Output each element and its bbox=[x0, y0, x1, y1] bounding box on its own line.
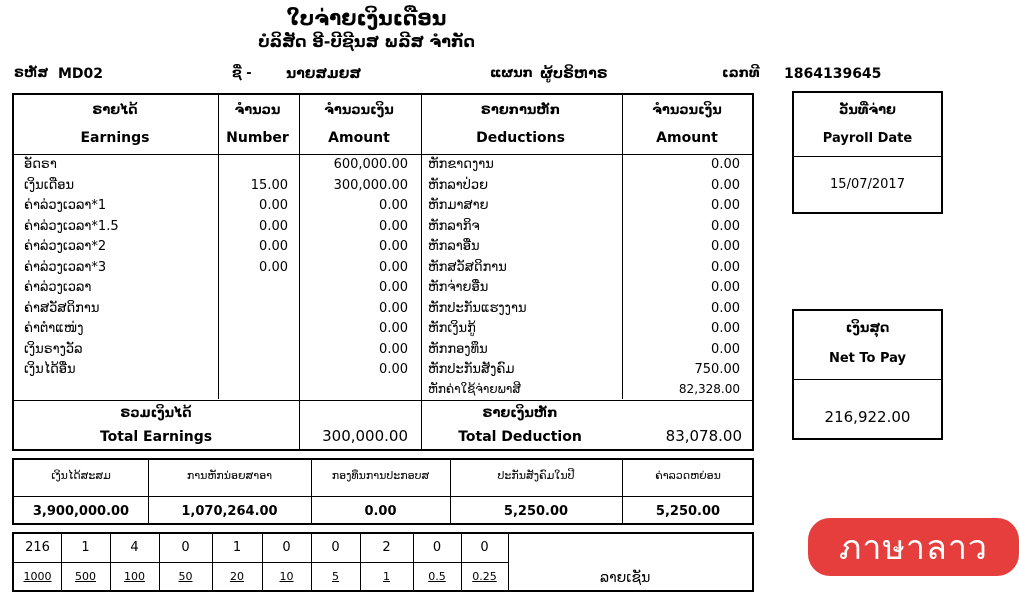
deduction-label: ຫັກສວັສດິການ bbox=[428, 259, 507, 275]
deduction-amount: 0.00 bbox=[711, 259, 740, 275]
denom-count: 4 bbox=[130, 540, 139, 555]
denom-count: 216 bbox=[25, 540, 50, 555]
deductions-row bbox=[428, 217, 744, 238]
earnings-amount: 0.00 bbox=[379, 300, 408, 316]
earnings-label: ຄ່າລ່ວງເວລາ*2 bbox=[24, 239, 107, 254]
earnings-row bbox=[24, 217, 412, 238]
amount-header-lao: ຈໍານວນເງິນ bbox=[324, 103, 394, 118]
earnings-label: ຄ່າຕໍາແໜ່ງ bbox=[24, 321, 84, 336]
earnings-label: ອັດຣາ bbox=[24, 157, 57, 172]
denom-value: 500 bbox=[75, 570, 96, 583]
accum-value: 0.00 bbox=[364, 504, 397, 519]
denom-value: 1000 bbox=[23, 570, 52, 583]
earnings-number: 0.00 bbox=[259, 259, 288, 275]
deduction-label: ຫັກເງິນກູ້ bbox=[428, 321, 476, 336]
deductions-row bbox=[428, 299, 744, 320]
total-earnings-en: Total Earnings bbox=[99, 429, 213, 445]
deduction-amount: 0.00 bbox=[711, 218, 740, 234]
deduction-label: ຫັກລາກິຈ bbox=[428, 218, 480, 234]
earnings-amount: 0.00 bbox=[379, 341, 408, 357]
deduction-amount: 0.00 bbox=[711, 198, 740, 213]
company-name: ບໍລິສັດ ອີ-ບີຊີນສ ພລີສ ຈໍາກັດ bbox=[258, 32, 475, 51]
denom-count: 0 bbox=[181, 540, 190, 555]
earnings-amount: 600,000.00 bbox=[333, 157, 408, 172]
denom-value: 1 bbox=[383, 570, 390, 583]
total-earnings-lao: ຣວມເງິນໄດ້ bbox=[120, 406, 192, 421]
deduction-label: ຫັກຂາດງານ bbox=[428, 157, 494, 172]
earnings-amount: 0.00 bbox=[379, 218, 408, 234]
language-button[interactable]: ภาษาลาว bbox=[808, 518, 1019, 576]
deduction-label: ຫັກກອງທຶນ bbox=[428, 341, 488, 357]
deduction-label: ຫັກລາປ່ວຍ bbox=[428, 177, 489, 193]
amount2-header-lao: ຈໍານວນເງິນ bbox=[652, 103, 722, 118]
earnings-list bbox=[24, 155, 412, 381]
earnings-label: ຄ່າລ່ວງເວລາ*1 bbox=[24, 198, 107, 213]
denom-count: 1 bbox=[232, 540, 242, 555]
earnings-row bbox=[24, 319, 412, 340]
deductions-row bbox=[428, 196, 744, 217]
earnings-header-lao: ຣາຍໄດ້ bbox=[92, 103, 138, 118]
earnings-row bbox=[24, 155, 412, 176]
number-header-en: Number bbox=[226, 130, 289, 146]
accum-header: ເງິນໄດ້ສະສມ bbox=[51, 469, 111, 482]
earnings-label: ຄ່າສວັສດິການ bbox=[24, 300, 100, 316]
denom-count: 0 bbox=[432, 540, 442, 555]
deductions-row bbox=[428, 155, 744, 176]
denom-value: 5 bbox=[332, 570, 339, 583]
accum-header: ປະກັນສັງຄົມໃນປີ bbox=[497, 469, 575, 482]
earnings-label: ເງິນໄດ້ອື່ນ bbox=[24, 362, 76, 377]
code-value: MD02 bbox=[58, 66, 104, 82]
deduction-label: ຫັກປະກັນສັງຄົມ bbox=[428, 362, 515, 377]
amount-header-en: Amount bbox=[328, 130, 390, 146]
deductions-header-en: Deductions bbox=[476, 130, 565, 146]
denom-count: 0 bbox=[282, 540, 291, 555]
dept-value: ຜູ້ບຣິຫາຣ bbox=[540, 66, 608, 82]
earnings-amount: 0.00 bbox=[379, 321, 408, 336]
payroll-date-label-lao: ວັນທີ່ຈ່າຍ bbox=[839, 103, 896, 118]
denom-value: 20 bbox=[230, 570, 244, 583]
accum-header: ຄ່າລວດຫຍ່ອນ bbox=[655, 469, 721, 482]
earnings-number: 0.00 bbox=[259, 218, 288, 234]
net-pay-value: 216,922.00 bbox=[824, 408, 911, 426]
number-header-lao: ຈໍານວນ bbox=[234, 103, 281, 118]
earnings-amount: 300,000.00 bbox=[333, 177, 408, 193]
account-label: ເລກທີ bbox=[722, 66, 760, 81]
denom-value: 50 bbox=[178, 570, 193, 583]
total-deduction-value: 83,078.00 bbox=[665, 427, 742, 445]
deduction-label: ຫັກຄ່າໃຊ້ຈ່າຍພາສີ bbox=[428, 381, 521, 396]
deductions-row bbox=[428, 381, 744, 397]
denom-value: 0.5 bbox=[428, 570, 446, 583]
code-label: ຣຫັສ bbox=[14, 66, 49, 81]
accum-header: ກອງທຶນການປະກອບສ bbox=[331, 469, 430, 482]
deduction-amount: 0.00 bbox=[711, 239, 740, 254]
accum-value: 5,250.00 bbox=[503, 504, 569, 519]
deductions-row bbox=[428, 319, 744, 340]
net-pay-label-lao: ເງິນສຸດ bbox=[845, 321, 890, 336]
name-value: ນາຍສມຍສ bbox=[286, 66, 361, 82]
earnings-label: ຄ່າລ່ວງເວລາ*3 bbox=[24, 259, 107, 275]
total-earnings-value: 300,000.00 bbox=[322, 427, 408, 445]
deduction-label: ຫັກມາສາຍ bbox=[428, 198, 489, 213]
earnings-row bbox=[24, 299, 412, 320]
deduction-amount: 0.00 bbox=[711, 280, 740, 295]
earnings-header-en: Earnings bbox=[80, 130, 150, 146]
earnings-amount: 0.00 bbox=[379, 259, 408, 275]
earnings-label: ເງິນເດືອນ bbox=[24, 177, 75, 193]
deduction-amount: 0.00 bbox=[711, 300, 740, 316]
deduction-label: ຫັກຈ່າຍອື່ນ bbox=[428, 280, 489, 295]
deductions-row bbox=[428, 176, 744, 197]
earnings-amount: 0.00 bbox=[379, 198, 408, 213]
deductions-row bbox=[428, 340, 744, 361]
earnings-label: ຄ່າລ່ວງເວລາ bbox=[24, 280, 92, 295]
net-pay-label-en: Net To Pay bbox=[828, 351, 907, 366]
page-title: ໃບຈ່າຍເງິນເດືອນ bbox=[286, 6, 447, 30]
deduction-amount: 0.00 bbox=[711, 177, 740, 193]
account-value: 1864139645 bbox=[784, 66, 882, 82]
deduction-label: ຫັກລາອື່ນ bbox=[428, 239, 480, 254]
deduction-amount: 750.00 bbox=[694, 362, 740, 377]
denom-value: 10 bbox=[279, 570, 294, 583]
amount2-header-en: Amount bbox=[656, 130, 718, 146]
deductions-list bbox=[428, 155, 744, 397]
deduction-label: ຫັກປະກັນແຮງງານ bbox=[428, 300, 527, 316]
earnings-amount: 0.00 bbox=[379, 239, 408, 254]
name-label: ຊື່ - bbox=[232, 66, 252, 81]
deduction-amount: 0.00 bbox=[711, 157, 740, 172]
earnings-amount: 0.00 bbox=[379, 362, 408, 377]
earnings-amount: 0.00 bbox=[379, 280, 408, 295]
earnings-row bbox=[24, 237, 412, 258]
deductions-row bbox=[428, 360, 744, 381]
payroll-date-value: 15/07/2017 bbox=[830, 177, 905, 192]
signature-label: ລາຍເຊັນ bbox=[600, 570, 651, 586]
earnings-row bbox=[24, 360, 412, 381]
denom-value: 100 bbox=[124, 570, 145, 583]
deductions-row bbox=[428, 237, 744, 258]
payroll-date-label-en: Payroll Date bbox=[822, 131, 913, 146]
total-deduction-lao: ຣາຍເງິນຫັກ bbox=[482, 406, 558, 421]
deductions-header-lao: ຣາຍການຫັກ bbox=[480, 103, 561, 118]
earnings-row bbox=[24, 176, 412, 197]
deduction-amount: 0.00 bbox=[711, 321, 740, 336]
earnings-label: ຄ່າລ່ວງເວລາ*1.5 bbox=[24, 218, 119, 234]
denom-count: 0 bbox=[331, 540, 340, 555]
earnings-number: 0.00 bbox=[259, 239, 288, 254]
denom-count: 0 bbox=[480, 540, 489, 555]
accum-header: ການຫັກນ່ອຍສາອາ bbox=[186, 469, 273, 482]
deductions-row bbox=[428, 258, 744, 279]
earnings-row bbox=[24, 258, 412, 279]
total-deduction-en: Total Deduction bbox=[458, 429, 582, 445]
earnings-row bbox=[24, 196, 412, 217]
deduction-amount: 82,328.00 bbox=[678, 381, 740, 396]
denom-count: 2 bbox=[382, 540, 391, 555]
earnings-number: 0.00 bbox=[259, 198, 288, 213]
accum-value: 5,250.00 bbox=[655, 504, 721, 519]
accum-value: 1,070,264.00 bbox=[181, 504, 278, 519]
dept-label: ແຜນກ bbox=[490, 66, 533, 81]
earnings-label: ເງິນຣາງວັລ bbox=[24, 341, 83, 357]
earnings-row bbox=[24, 340, 412, 361]
denom-value: 0.25 bbox=[472, 570, 497, 583]
earnings-row bbox=[24, 278, 412, 299]
denom-count: 1 bbox=[81, 540, 90, 555]
deductions-row bbox=[428, 278, 744, 299]
accum-value: 3,900,000.00 bbox=[32, 504, 130, 519]
earnings-number: 15.00 bbox=[250, 177, 288, 193]
deduction-amount: 0.00 bbox=[711, 341, 740, 357]
